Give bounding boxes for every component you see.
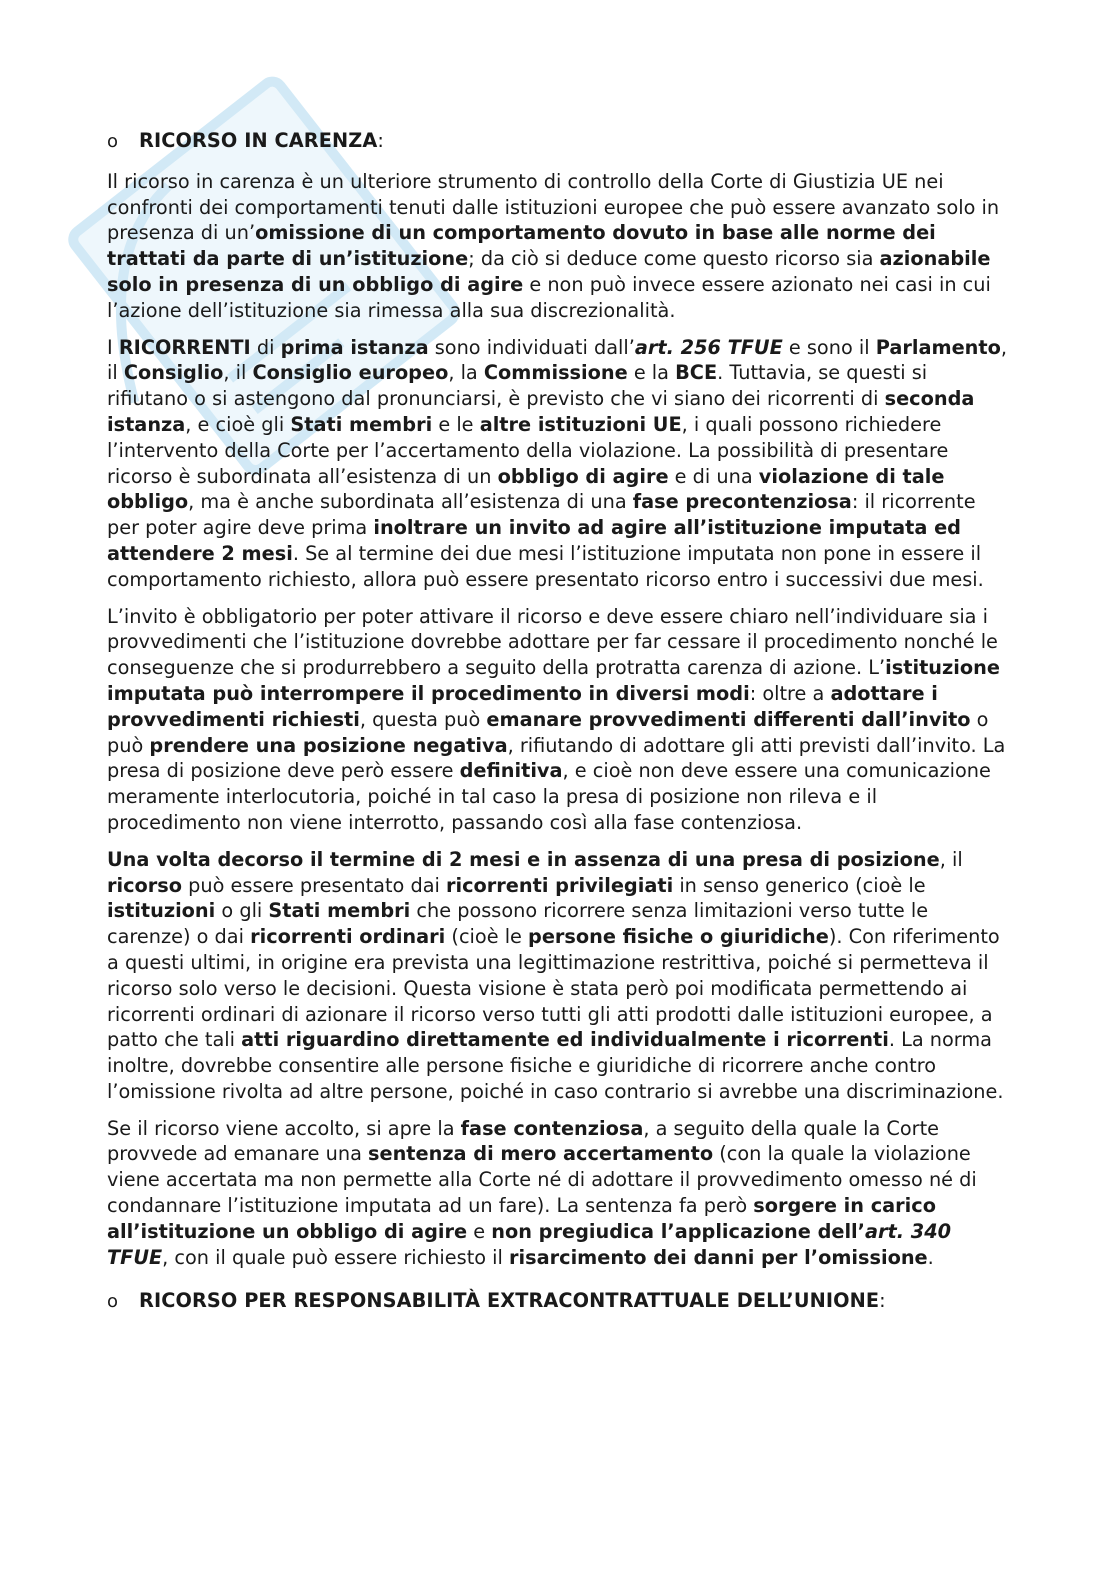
- paragraph-accolto: Se il ricorso viene accolto, si apre la fase contenziosa, a seguito della quale la Corte provvede ad emanare una sentenza di mero accertamento (con la quale la violazione viene accertata ma non permette alla Corte né di adottare il provvedimento omesso né di condannare l’istituzione imputata ad un fare). La sentenza fa però sorgere in carico all’istituzione un obbligo di agire e non pregiudica l’applicazione dell’art. 340 TFUE, con il quale può essere richiesto il risarcimento dei danni per l’omissione.: [107, 1116, 977, 1269]
- bullet: o: [107, 131, 119, 152]
- document-page: [107, 128, 1007, 1329]
- paragraph-invito: L’invito è obbligatorio per poter attivare il ricorso e deve essere chiaro nell’individuare sia i provvedimenti che l’istituzione dovrebbe adottare per far cessare il procedimento nonché le conseguenze che si produrrebbero a seguito della protratta carenza di azione. L’istituzione imputata può interrompere il procedimento in diversi modi: oltre a adottare i provvedimenti richiesti, questa può emanare provvedimenti differenti dall’invito o può prendere una posizione negativa, rifiutando di adottare gli atti previsti dall’invito. La presa di posizione deve però essere definitiva, e cioè non deve essere una comunicazione meramente interlocutoria, poiché in tal caso la presa di posizione non rileva e il procedimento non viene interrotto, passando così alla fase contenziosa.: [107, 604, 1006, 834]
- bullet: o: [107, 1291, 119, 1313]
- paragraph-ricorrenti: I RICORRENTI di prima istanza sono individuati dall’art. 256 TFUE e sono il Parlamento, il Consiglio, il Consiglio europeo, la Commissione e la BCE. Tuttavia, se questi si rifiutano o si astengono dal pronunciarsi, è previsto che vi siano dei ricorrenti di seconda istanza, e cioè gli Stati membri e le altre istituzioni UE, i quali possono richiedere l’intervento della Corte per l’accertamento della violazione. La possibilità di presentare ricorso è subordinata all’esistenza di un obbligo di agire e di una violazione di tale obbligo, ma è anche subordinata all’esistenza di una fase precontenziosa: il ricorrente per poter agire deve prima inoltrare un invito ad agire all’istituzione imputata ed attendere 2 mesi. Se al termine dei due mesi l’istituzione imputata non pone in essere il comportamento richiesto, allora può essere presentato ricorso entro i successivi due mesi.: [107, 335, 1007, 591]
- heading-title: RICORSO PER RESPONSABILITÀ EXTRACONTRATTUALE DELL’UNIONE: [139, 1289, 880, 1313]
- paragraph-termine: Una volta decorso il termine di 2 mesi e in assenza di una presa di posizione, il ricorso può essere presentato dai ricorrenti privilegiati in senso generico (cioè le istituzioni o gli Stati membri che possono ricorrere senza limitazioni verso tutte le carenze) o dai ricorrenti ordinari (cioè le persone fisiche o giuridiche). Con riferimento a questi ultimi, in origine era prevista una legittimazione restrittiva, poiché si permetteva il ricorso solo verso le decisioni. Questa visione è stata però poi modificata permettendo ai ricorrenti ordinari di azionare il ricorso verso tutti gli atti prodotti dalle istituzioni europee, a patto che tali atti riguardino direttamente ed individualmente i ricorrenti. La norma inoltre, dovrebbe consentire alle persone fisiche e giuridiche di ricorrere anche contro l’omissione rivolta ad altre persone, poiché in caso contrario si avrebbe una discriminazione.: [107, 847, 1004, 1103]
- section-heading-carenza: o RICORSO IN CARENZA:: [107, 128, 1007, 155]
- section-heading-responsabilita: o RICORSO PER RESPONSABILITÀ EXTRACONTRATTUALE DELL’UNIONE:: [107, 1288, 1007, 1315]
- heading-title: RICORSO IN CARENZA: [139, 129, 378, 152]
- paragraph-intro: Il ricorso in carenza è un ulteriore strumento di controllo della Corte di Giustizia UE nei confronti dei comportamenti tenuti dalle istituzioni europee che può essere avanzato solo in presenza di un’omissione di un comportamento dovuto in base alle norme dei trattati da parte di un’istituzione; da ciò si deduce come questo ricorso sia azionabile solo in presenza di un obbligo di agire e non può invece essere azionato nei casi in cui l’azione dell’istituzione sia rimessa alla sua discrezionalità.: [107, 169, 1000, 322]
